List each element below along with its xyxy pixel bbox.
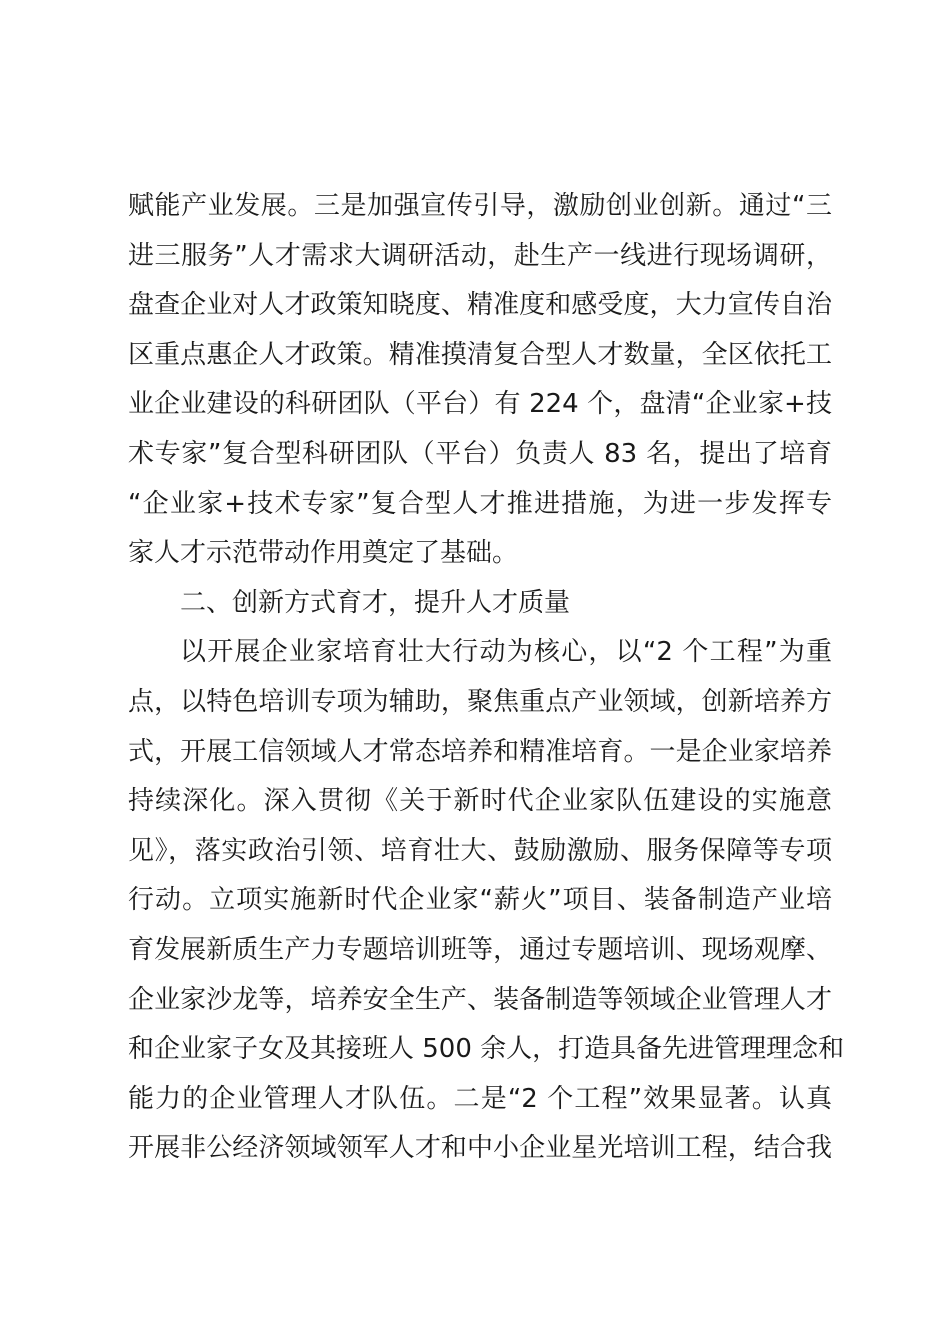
paragraph-1-line-4: 区重点惠企人才政策。精准摸清复合型人才数量，全区依托工 <box>128 339 832 370</box>
section-heading: 二、创新方式育才，提升人才质量 <box>180 587 571 618</box>
paragraph-2-line-9: 和企业家子女及其接班人 500 余人，打造具备先进管理理念和 <box>128 1034 845 1065</box>
paragraph-2-line-6: 行动。立项实施新时代企业家“薪火”项目、装备制造产业培 <box>128 885 832 916</box>
paragraph-1-line-3: 盘查企业对人才政策知晓度、精准度和感受度，大力宣传自治 <box>128 290 832 321</box>
paragraph-2-line-3: 式，开展工信领域人才常态培养和精准培育。一是企业家培养 <box>128 736 832 767</box>
paragraph-2-line-5: 见》，落实政治引领、培育壮大、鼓励激励、服务保障等专项 <box>128 835 832 866</box>
paragraph-2-line-11: 开展非公经济领域领军人才和中小企业星光培训工程，结合我 <box>128 1133 832 1164</box>
paragraph-1-line-7: “企业家+技术专家”复合型人才推进措施，为进一步发挥专 <box>128 488 832 519</box>
paragraph-1-line-1: 赋能产业发展。三是加强宣传引导，激励创业创新。通过“三 <box>128 191 832 221</box>
paragraph-1-line-5: 业企业建设的科研团队（平台）有 224 个，盘清“企业家+技 <box>128 389 832 420</box>
paragraph-1-line-8: 家人才示范带动作用奠定了基础。 <box>128 538 519 569</box>
document-body <box>128 182 845 1174</box>
paragraph-2-line-1: 以开展企业家培育壮大行动为核心，以“2 个工程”为重 <box>180 637 832 668</box>
paragraph-2-line-4: 持续深化。深入贯彻《关于新时代企业家队伍建设的实施意 <box>128 786 832 817</box>
paragraph-1-line-2: 进三服务”人才需求大调研活动，赴生产一线进行现场调研， <box>128 240 832 271</box>
paragraph-2-line-10: 能力的企业管理人才队伍。二是“2 个工程”效果显著。认真 <box>128 1083 832 1114</box>
paragraph-2-line-2: 点，以特色培训专项为辅助，聚焦重点产业领域，创新培养方 <box>128 686 832 717</box>
paragraph-2-line-8: 企业家沙龙等，培养安全生产、装备制造等领域企业管理人才 <box>128 984 832 1015</box>
paragraph-2-line-7: 育发展新质生产力专题培训班等，通过专题培训、现场观摩、 <box>128 934 832 965</box>
paragraph-1-line-6: 术专家”复合型科研团队（平台）负责人 83 名，提出了培育 <box>128 438 832 469</box>
